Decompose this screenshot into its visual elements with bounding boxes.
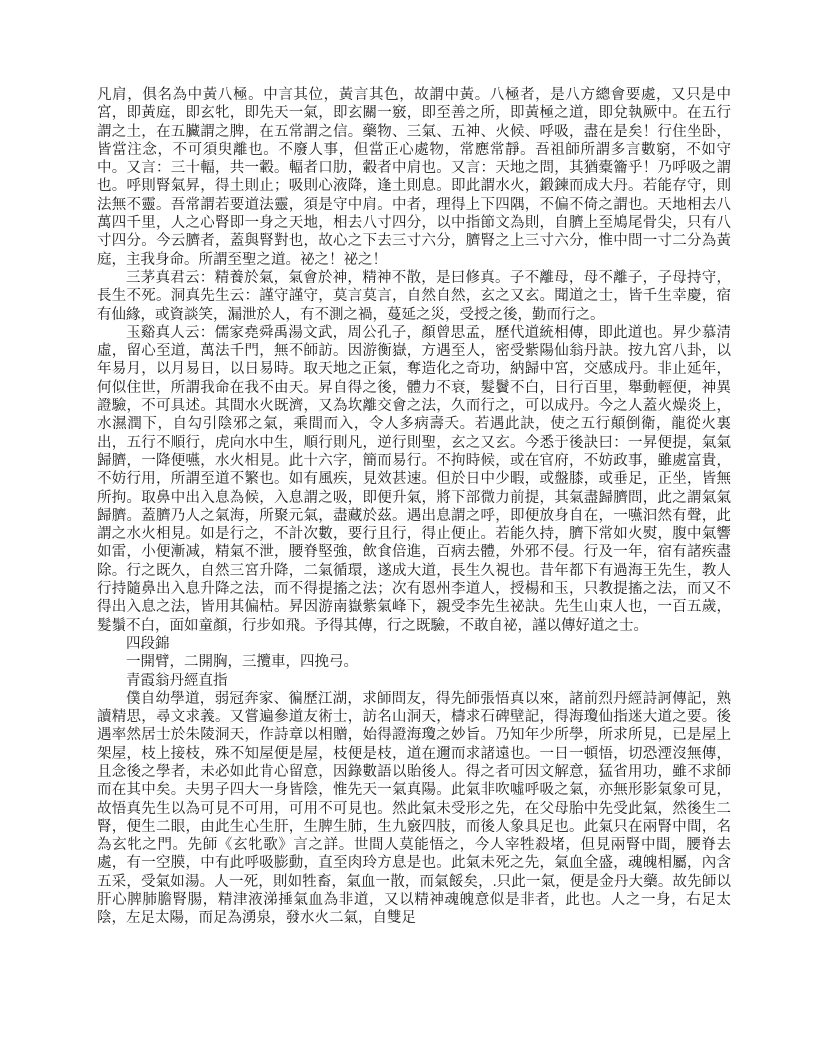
- paragraph-yu-xi-zhen-ren: 玉谿真人云：儒家堯舜禹湯文武，周公孔子，顏曾思孟，歷代道統相傳，即此道也。昇少慕清虛，留心至道，萬法千門，無不師訪。因游衡嶽，方遇至人，密受紫陽仙翁丹訣。按九宮八卦，以年易月，以月易日，以日易時。取天地之正氣，奪造化之奇功，納歸中宮，交感成丹。非止延年，何似住世，所謂我命在我不由天。昇自得之後，體力不衰，髮鬢不白，日行百里，舉動輕便，神異證驗，不可具述。其間水火既濟，又為坎離交會之法，久而行之，可以成丹。今之人蓋火燥炎上，水濕潤下，自勾引陰邪之氣，乘間而入，令人多病壽夭。若遇此訣，使之五行顛倒衛，龍從火裏出，五行不順行，虎向水中生，順行則凡，逆行則聖，玄之又玄。今悉于後訣曰：一昇便提，氣氣歸臍，一降便嚥，水火相見。此十六字，簡而易行。不拘時候，或在官府，不妨政事，雖處富貴，不妨行用，所謂至道不繁也。如有風疾，見效甚速。但於日中少暇，或盤膝，或垂足，正坐，皆無所拘。取鼻中出入息為候，入息謂之吸，即便升氣，將下部微力前提，其氣盡歸臍問，此之謂氣氣歸臍。蓋臍乃人之氣海，所聚元氣，盡藏於茲。遇出息謂之呼，即便放身自在，一嚥汩然有聲，此謂之水火相見。如是行之，不計次數，要行且行，得止便止。若能久持，臍下常如火熨，腹中氣響如雷，小便漸减，精氣不泄，腰脊堅強，飲食倍進，百病去體，外邪不侵。行及一年，宿有諸疾盡除。行之既久，自然三宮升降，二氣循環，遂成大道，長生久視也。昔年都下有過海王先生，教人行持隨鼻出入息升降之法，而不得提搐之法；次有恩州李道人，授楊和玉，只教提搐之法，而又不得出入息之法，皆用其偏枯。昇因游南嶽紫氣峰下，親受李先生祕訣。先生山束人也，一百五歲，髮鬚不白，面如童顏，行步如飛。予得其傳，行之既驗，不敢自祕，謹以傳好道之士。: [97, 324, 731, 634]
- section-title-qing-xia-weng: 青霞翁丹經直指: [126, 672, 228, 689]
- text-block: [97, 86, 731, 928]
- paragraph-si-duan-jin-list: 一開臂，二開胸，三攬車，四挽弓。: [126, 654, 358, 671]
- paragraph-san-mao-zhen-jun: 三茅真君云：精養於氣，氣會於神，精神不散，是曰修真。子不離母，母不離子，子母持守，長生不死。洞真先生云：謹守謹守，莫言莫言，自然自然，玄之又玄。聞道之士，皆千生幸慶，宿有仙緣，或資談笑，漏泄於人，有不測之禍，蔓延之災，受授之後，勤而行之。: [97, 269, 731, 323]
- paragraph-zhong-huang-ba-ji: 凡肩，俱名為中黃八極。中言其位，黃言其色，故謂中黃。八極者，是八方總會要處，又只是中宮，即黃庭，即玄牝，即先天一氣，即玄關一竅，即至善之所，即黃極之道，即兌執厥中。在五行謂之土，在五臟謂之脾，在五常謂之信。藥物、三氣、五神、火候、呼吸，盡在是矣！行住坐卧，皆當注念，不可須臾離也。不廢人事，但當正心處物，常應常靜。吾祖師所謂多言數窮，不如守中。又言：三十輻，共一轂。輻者口肋，轂者中肩也。又言：天地之問，其猶橐籥乎！乃呼吸之謂也。呼則腎氣昇，得土則止；吸則心液降，逢土則息。即此謂水火，鍛鍊而成大丹。若能存守，則法無不靈。吾常謂若要道法靈，須是守中肩。中者，理得上下四隅，不偏不倚之謂也。天地相去八萬四千里，人之心腎即一身之天地，相去八寸四分，以中指節文為則，自臍上至鳩尾骨尖，只有八寸四分。今云臍者，蓋與腎對也，故心之下去三寸六分，臍腎之上三寸六分，惟中問一寸二分為黃庭，主我身命。所謂至聖之道。祕之！祕之！: [97, 87, 731, 268]
- section-title-si-duan-jin: 四段錦: [126, 635, 170, 652]
- paragraph-qing-xia-weng-intro: 僕自幼學道，弱冠奔家、徧歷江湖，求師問友，得先師張悟真以來，諸前烈丹經詩訶傳記，熟讀精思，尋文求義。又嘗遍參道友術士，訪名山洞天，檮求石碑壁記，得海瓊仙指迷大道之要。後遇率然居士於朱陵洞天，作詩章以相贈，始得證海瓊之妙旨。乃知年少所學，所求所見，已是屋上架屋，枝上接枝，殊不知屋便是屋，枝便是枝，道在邇而求諸遠也。一日一頓悟，切恐湮沒無傳，且念後之學者，未必如此肯心留意，因錄數語以貽後人。得之者可因文解意，猛省用功，雖不求師而在其中矣。夫男子四大一身皆陰，惟先天一氣真陽。此氣非吹噓呼吸之氣，亦無形影氣象可見，故悟真先生以為可見不可用，可用不可見也。然此氣未受形之先，在父母胎中先受此氣，然後生二腎，便生二眼，由此生心生肝，生脾生肺，生九竅四肢，而後人象具足也。此氣只在兩腎中間，名為玄牝之門。先師《玄牝歌》言之詳。世間人莫能悟之，今人宰牲殺堵，但見兩腎中間，腰脊去處，有一空膜，中有此呼吸膨動，直至肉玲方息是也。此氣未死之先，氣血全盛，魂魄相屬，內含五采，受氣如湯。人一死，則如牲畜，氣血一散，而氣餒矣，.只此一氣，便是金丹大藥。故先師以肝心脾肺膽腎腸，精津液涕捶氣血為非道，又以精神魂魄意似是非者，此也。人之一身，右足太陰，左足太陽，而足為湧泉，發水火二氣，自雙足: [97, 690, 731, 927]
